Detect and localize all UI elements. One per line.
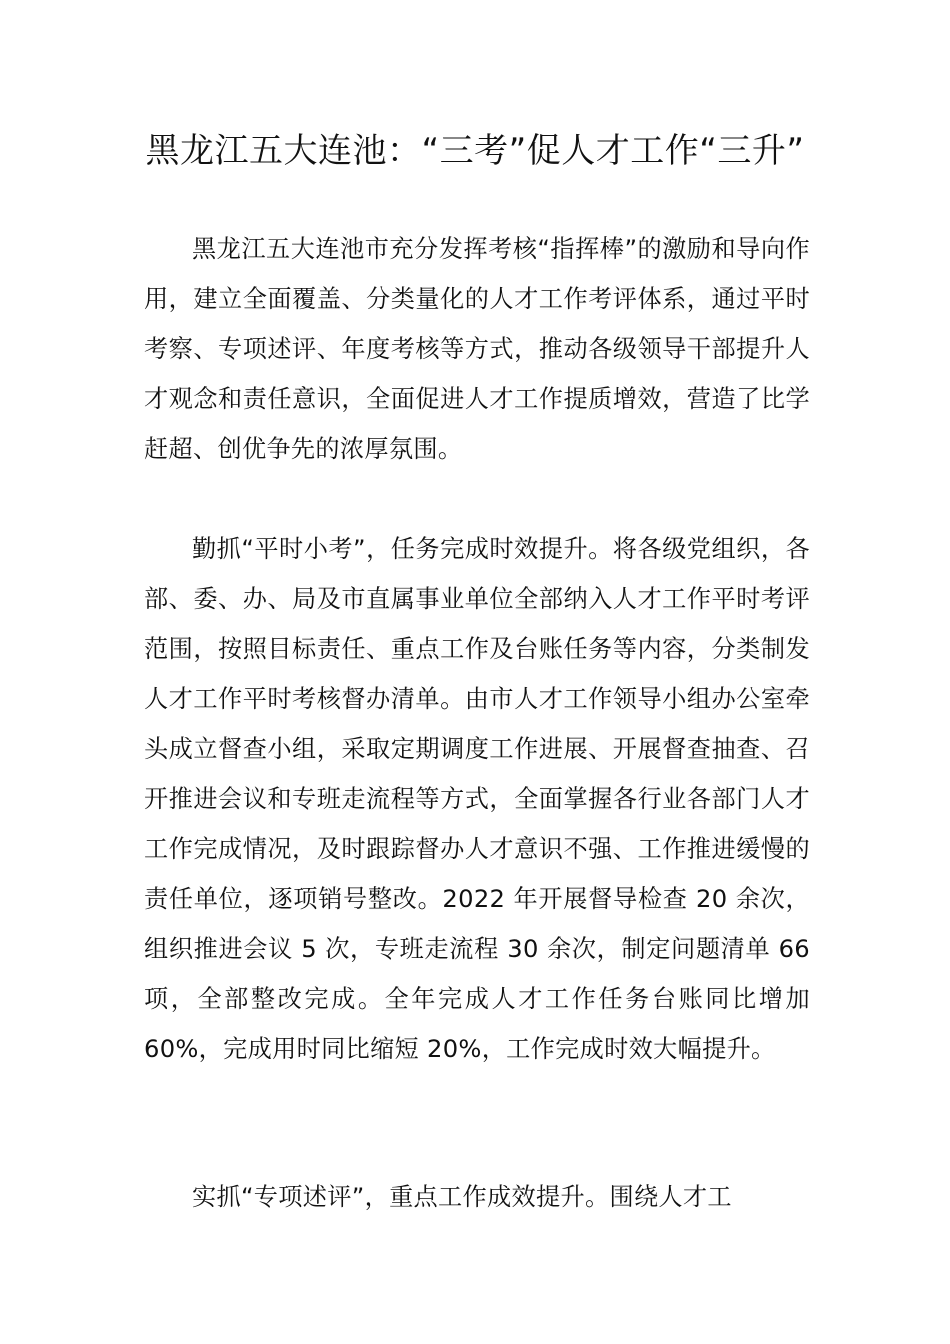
document-title: 黑龙江五大连池：“三考”促人才工作“三升” [145, 131, 805, 171]
paragraph-special-review: 实抓“专项述评”，重点工作成效提升。围绕人才工 [192, 1183, 732, 1211]
paragraph-intro: 黑龙江五大连池市充分发挥考核“指挥棒”的激励和导向作用，建立全面覆盖、分类量化的人才工作考评体系，通过平时考察、专项述评、年度考核等方式，推动各级领导干部提升人才观念和责任意识，全面促进人才工作提质增效，营造了比学赶超、创优争先的浓厚氛围。 [144, 235, 810, 463]
paragraph-routine-assessment: 勤抓“平时小考”，任务完成时效提升。将各级党组织，各部、委、办、局及市直属事业单位全部纳入人才工作平时考评范围，按照目标责任、重点工作及台账任务等内容，分类制发人才工作平时考核督办清单。由市人才工作领导小组办公室牵头成立督查小组，采取定期调度工作进展、开展督查抽查、召开推进会议和专班走流程等方式，全面掌握各行业各部门人才工作完成情况，及时跟踪督办人才意识不强、工作推进缓慢的责任单位，逐项销号整改。2022 年开展督导检查 20 余次，组织推进会议 5 次，专班走流程 30 余次，制定问题清单 66 项，全部整改完成。全年完成人才工作任务台账同比增加 60%，完成用时同比缩短 20%，工作完成时效大幅提升。 [144, 535, 810, 1063]
